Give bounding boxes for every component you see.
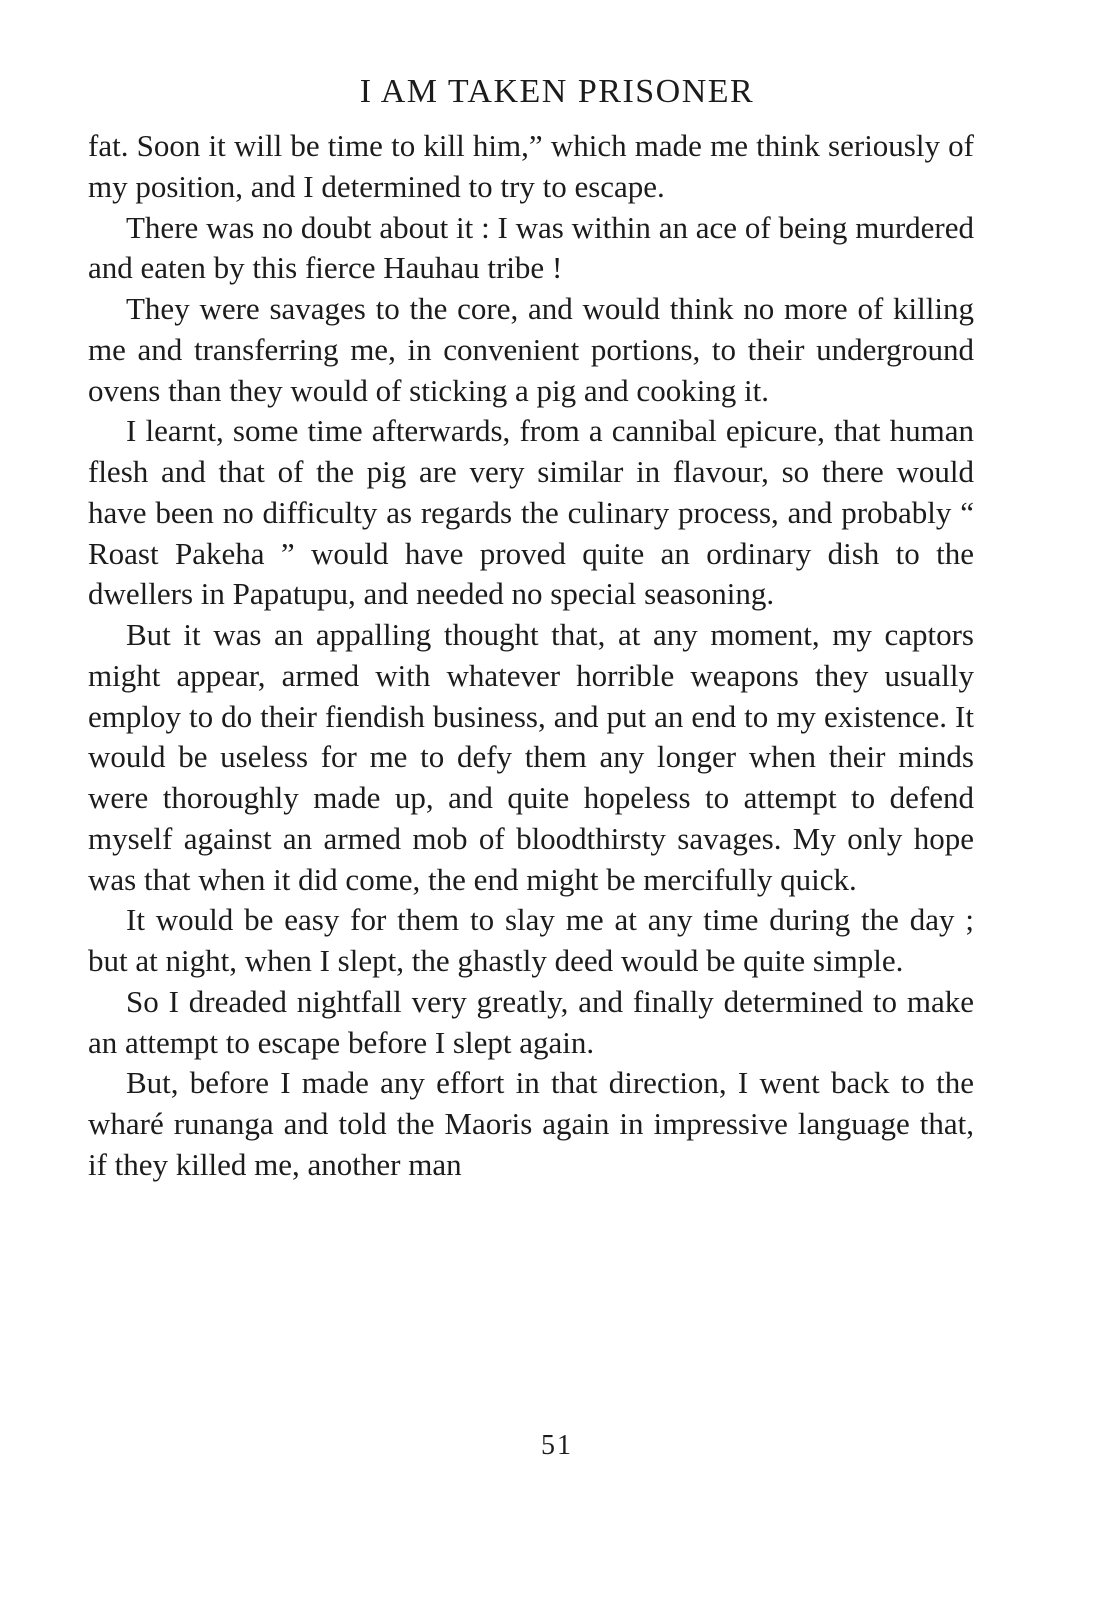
paragraph: But it was an appalling thought that, at any moment, my captors might appear, armed with whatever horrible weapons they usually employ to do their fiendish business, and put an end to my existence. It would be useless for me to defy them any longer when their minds were thoroughly made up, and quite hopeless to attempt to defend myself against an armed mob of bloodthirsty savages. My only hope was that when it did come, the end might be mercifully quick. [88, 617, 974, 897]
paragraph: So I dreaded nightfall very greatly, and finally determined to make an attempt to escape before I slept again. [88, 983, 974, 1060]
paragraph: They were savages to the core, and would think no more of killing me and transferring me, in convenient portions, to their underground ovens than they would of sticking a pig and cooking it. [88, 291, 974, 408]
paragraph: There was no doubt about it : I was within an ace of being murdered and eaten by this fierce Hauhau tribe ! [88, 209, 974, 286]
body-text [88, 126, 974, 1186]
running-head: I AM TAKEN PRISONER [359, 73, 755, 110]
paragraph: fat. Soon it will be time to kill him,” which made me think seriously of my position, and I determined to try to escape. [88, 128, 974, 204]
paragraph: I learnt, some time afterwards, from a cannibal epicure, that human flesh and that of the pig are very similar in flavour, so there would have been no difficulty as regards the culinary process, and probably “ Roast Pakeha ” would have proved quite an ordinary dish to the dwellers in Papatupu, and needed no special seasoning. [88, 413, 974, 612]
paragraph: It would be easy for them to slay me at any time during the day ; but at night, when I slept, the ghastly deed would be quite simple. [88, 902, 974, 978]
page-number: 51 [541, 1430, 573, 1461]
paragraph: But, before I made any effort in that direction, I went back to the wharé runanga and told the Maoris again in impressive language that, if they killed me, another man [88, 1065, 974, 1182]
